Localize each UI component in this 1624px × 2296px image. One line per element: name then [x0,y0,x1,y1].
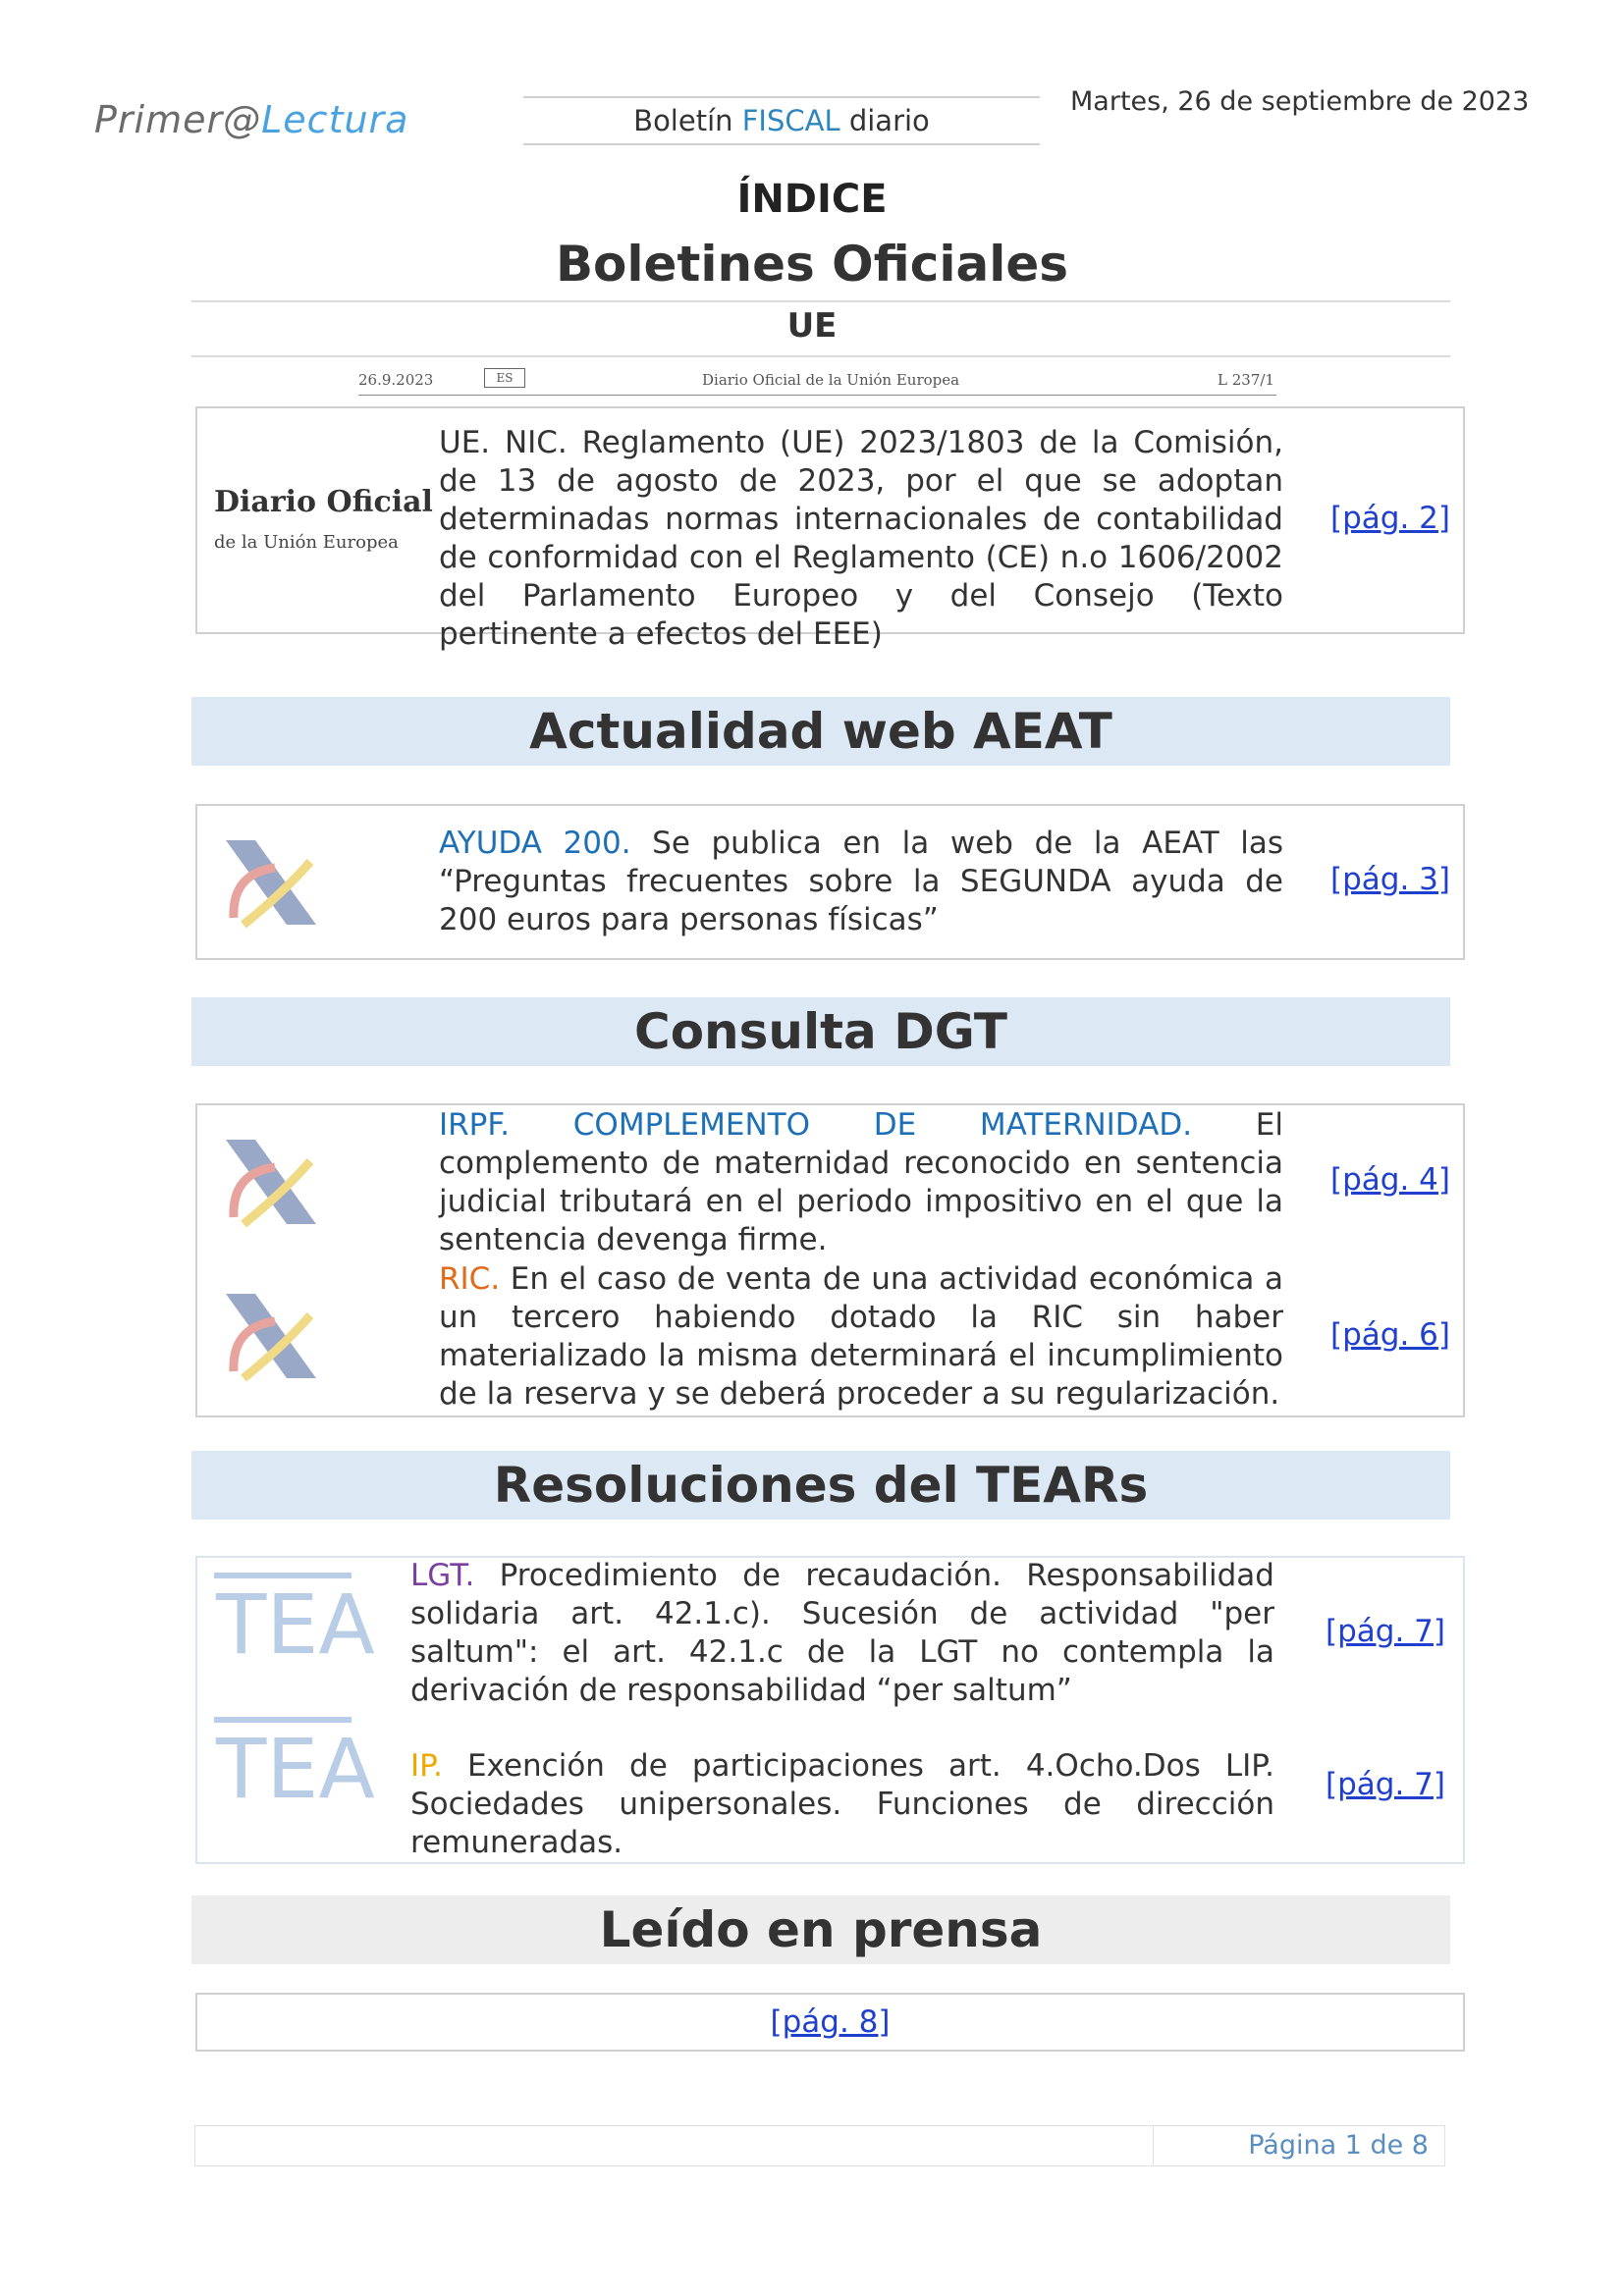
divider [191,300,1450,302]
brand-logo [94,98,408,141]
dgt-item-1-tag: IRPF. COMPLEMENTO DE MATERNIDAD. [439,1107,1193,1143]
index-title: ÍNDICE [736,177,888,222]
prensa-box [195,1993,1465,2052]
logo-part2: Lectura [261,98,409,141]
tears-item-1-text [410,1557,1274,1710]
tears-item-2-page-link[interactable]: [pág. 7] [1326,1767,1445,1802]
footer [194,2125,1445,2166]
doue-page-link[interactable]: [pág. 2] [1330,501,1450,536]
prensa-section-heading: Leído en prensa [191,1896,1450,1964]
prensa-page-link[interactable]: [pág. 8] [770,2004,891,2040]
aeat-logo-icon [214,1134,322,1231]
footer-divider [1153,2126,1154,2165]
bulletin-fiscal: FISCAL [741,104,840,137]
tea-logo-icon [214,1713,375,1817]
bulletin-pre: Boletín [633,104,742,137]
aeat-logo-icon [214,834,322,932]
tears-item-1-page-link[interactable]: [pág. 7] [1326,1614,1445,1649]
dgt-item-1-text [439,1106,1283,1259]
tears-item-2-tag: IP. [410,1748,443,1784]
page-number: Página 1 de 8 [1248,2130,1429,2161]
oj-rule [358,395,1276,396]
oj-header-strip [358,371,1276,393]
divider [191,355,1450,357]
dgt-item-2-page-link[interactable]: [pág. 6] [1330,1317,1450,1353]
aeat-tag: AYUDA 200. [439,826,631,861]
aeat-section-heading: Actualidad web AEAT [191,697,1450,766]
tea-logo-text: TEA [216,1721,375,1817]
oj-title: Diario Oficial de la Unión Europea [702,371,960,389]
tears-item-1-desc: Procedimiento de recaudación. Responsabilidad solidaria art. 42.1.c). Sucesión de actividad "per saltum": el art. 42.1.c de la LGT no contempla la derivación de responsabilidad “per saltum” [410,1558,1274,1708]
dgt-item-2-desc: En el caso de venta de una actividad económica a un tercero habiendo dotado la RIC sin haber materializado la misma determinará el incumplimiento de la reserva y se deberá proceder a su regularización. [439,1261,1283,1412]
tears-section-heading: Resoluciones del TEARs [191,1451,1450,1520]
doue-item-text [439,424,1283,654]
doue-logo-name: Diario Oficial [214,485,433,519]
oj-lang: ES [484,368,525,388]
tea-logo-text: TEA [216,1576,375,1673]
tears-item-2-text [410,1747,1274,1862]
doue-desc: Reglamento (UE) 2023/1803 de la Comisión, de 13 de agosto de 2023, por el que se adoptan determinadas normas internacionales de contabilidad de conformidad con el Reglamento (CE) n.o 1606/2002 del Parlamento Europeo y del Consejo (Texto pertinente a efectos del EEE) [439,425,1283,652]
tears-item-1-tag: LGT. [410,1558,475,1593]
ue-label: UE [786,306,838,346]
tea-logo-icon [214,1569,375,1673]
oj-ref: L 237/1 [1218,371,1274,389]
aeat-item-text [439,825,1283,939]
dgt-item-1-desc: El complemento de maternidad reconocido en sentencia judicial tributará en el periodo impositivo en el que la sentencia devenga firme. [439,1107,1283,1257]
bulletin-title [523,96,1040,145]
dgt-item-2-tag: RIC. [439,1261,501,1297]
oj-date: 26.9.2023 [358,371,434,389]
logo-part1: Primer@ [94,98,262,141]
header-date: Martes, 26 de septiembre de 2023 [1070,86,1530,117]
dgt-item-2-text [439,1260,1283,1414]
doue-tag: UE. NIC. [439,425,568,460]
bulletin-post: diario [839,104,930,137]
aeat-desc: Se publica en la web de la AEAT las “Preguntas frecuentes sobre la SEGUNDA ayuda de 200 euros para personas físicas” [439,826,1283,937]
aeat-page-link[interactable]: [pág. 3] [1330,862,1450,897]
tears-item-2-desc: Exención de participaciones art. 4.Ocho.Dos LIP. Sociedades unipersonales. Funciones de dirección remuneradas. [410,1748,1274,1860]
boletines-heading: Boletines Oficiales [555,236,1069,293]
dgt-section-heading: Consulta DGT [191,997,1450,1066]
aeat-logo-icon [214,1288,322,1385]
dgt-item-1-page-link[interactable]: [pág. 4] [1330,1162,1450,1198]
doue-logo-sub: de la Unión Europea [214,532,399,553]
